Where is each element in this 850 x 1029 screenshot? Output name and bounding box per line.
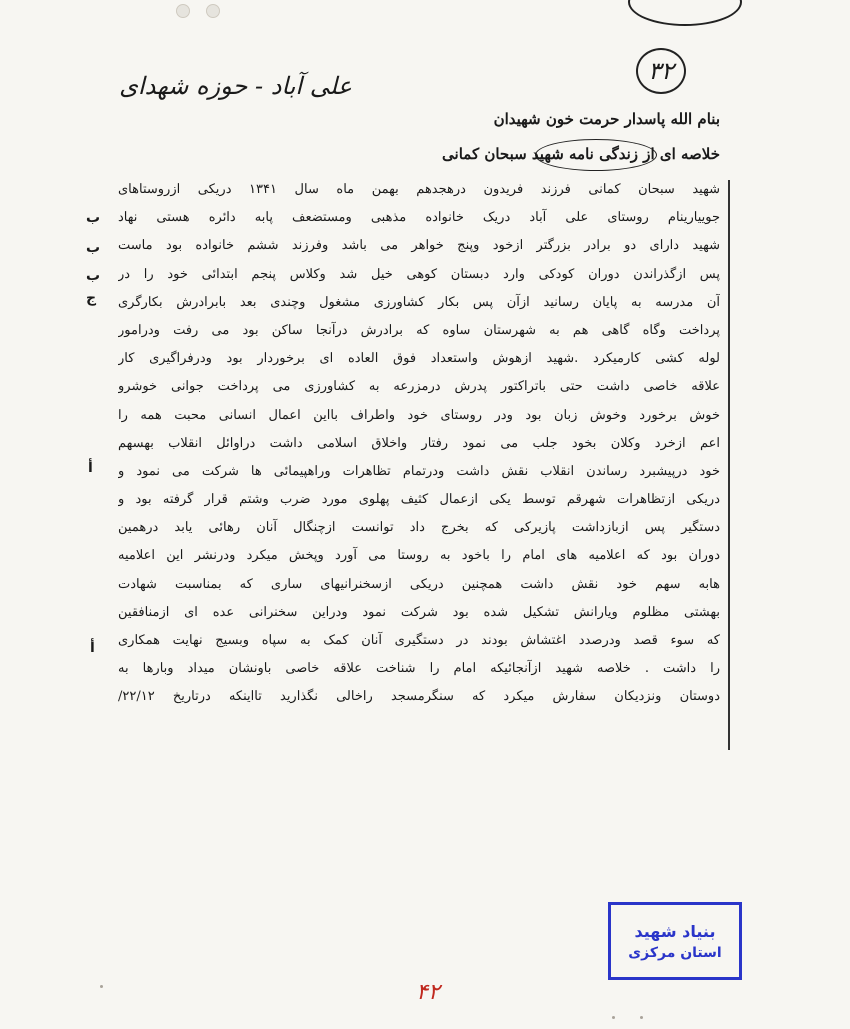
body-line: شهید دارای دو برادر بزرگتر ازخود وپنج خواهر می باشد وفرزند ششم خانواده بود ماست <box>118 238 720 254</box>
punch-hole-2 <box>206 4 220 18</box>
document-subtitle: خلاصه ای از زندگی نامه شهید سبحان کمانی <box>442 145 720 163</box>
body-line: که سوء قصد ودرصدد اغتشاش بودند در دستگیری آنان کمک به سپاه وبسیج نهایت همکاری <box>118 633 720 648</box>
organization-stamp <box>608 902 742 980</box>
body-line: خوش برخورد وخوش زبان بود ودر روستای خود واطراف بااین اعمال انسانی محبت همه را <box>118 407 720 423</box>
body-line: دوستان ونزدیکان سفارش میکرد که سنگرمسجد راخالی نگذارید تااینکه درتاریخ ۲۲/۱۲/ <box>118 689 720 705</box>
body-line: اعم ازخرد وکلان بخود جلب می نمود رفتار واخلاق اسلامی داشت دراوائل انقلاب بهسهم <box>118 435 720 451</box>
top-oval-mark <box>628 0 742 26</box>
body-line: پس ازگذراندن دوران کودکی وارد دبستان کوهی خیل شد وکلاس پنجم ابتدائی خود را در <box>118 266 720 282</box>
document-title: بنام الله پاسدار حرمت خون شهیدان <box>493 110 720 128</box>
scan-speck <box>640 1016 643 1019</box>
body-line: پرداخت وگاه گاهی هم به شهرستان ساوه که برادرش درآنجا ساکن بود می رفت ودرامور <box>118 322 720 338</box>
handwritten-location: علی آباد - حوزه شهدای <box>119 72 352 100</box>
body-line: شهید سبحان کمانی فرزند فریدون درهجدهم بهمن ماه سال ۱۳۴۱ دریکی ازروستاهای <box>118 182 720 197</box>
body-line: را داشت . خلاصه شهید ازآنجائیکه امام را شناخت علاقه خاصی باونشان میداد وبارها به <box>118 661 720 677</box>
body-line: آن مدرسه به پایان رسانید ازآن پس بکار کشاورزی مشغول وچندی بعد بابرادرش بکارگری <box>118 294 720 310</box>
scan-speck <box>612 1016 615 1019</box>
body-line: دریکی ازتظاهرات شهرقم توسط یکی ازعمال کثیف پهلوی مورد ضرب وشتم قرار گرفته بود و <box>118 492 720 508</box>
body-line: خود درپیشبرد رساندن انقلاب نقش داشت ودرتمام تظاهرات وراهپیمائی ها شرکت می نمود و <box>118 463 720 479</box>
margin-mark: ب <box>86 210 101 226</box>
document-body <box>118 176 720 712</box>
margin-mark: أ <box>90 640 95 656</box>
page-number: ۴۲ <box>416 980 440 1005</box>
body-line: بهشتی مظلوم ویارانش تشکیل شده بود شرکت نمود ودراین سخنرانی عده ای ازمنافقین <box>118 604 720 620</box>
margin-rule <box>728 180 730 750</box>
punch-hole-1 <box>176 4 190 18</box>
body-line: لوله کشی کارمیکرد .شهید ازهوش واستعداد فوق العاده ای برخوردار بود ودرفراگیری کار <box>118 351 720 367</box>
margin-mark: ج <box>86 290 97 306</box>
body-line: جوییارینام روستای علی آباد دریک خانواده مذهبی ومستضعف پابه دائره هستی نهاد <box>118 210 720 226</box>
scan-speck <box>100 985 103 988</box>
stamp-line-2: استان مرکزی <box>628 944 722 961</box>
margin-mark: ب <box>86 240 101 256</box>
body-line: علاقه خاصی داشت حتی باتراکتور پدرش درمزرعه به کشاورزی می پرداخت جوانی خوشرو <box>118 379 720 395</box>
body-line: دوران بود که اعلامیه های امام را باخود به روستا می آورد وپخش میکرد ودرنشر این اعلامیه <box>118 548 720 564</box>
margin-mark: أ <box>88 460 93 476</box>
margin-mark: ب <box>86 268 101 284</box>
body-line: هابه سهم خود نقش داشت همچنین دریکی ازسخنرانیهای ساری که بمناسبت شهادت <box>118 576 720 592</box>
stamp-line-1: بنیاد شهید <box>634 921 716 941</box>
circled-page-number: ۳۲ <box>636 48 686 94</box>
body-line: دستگیر پس ازبازداشت پازیرکی که بخرج داد توانست ازچنگال آنان رهائی یابد درهمین <box>118 520 720 536</box>
